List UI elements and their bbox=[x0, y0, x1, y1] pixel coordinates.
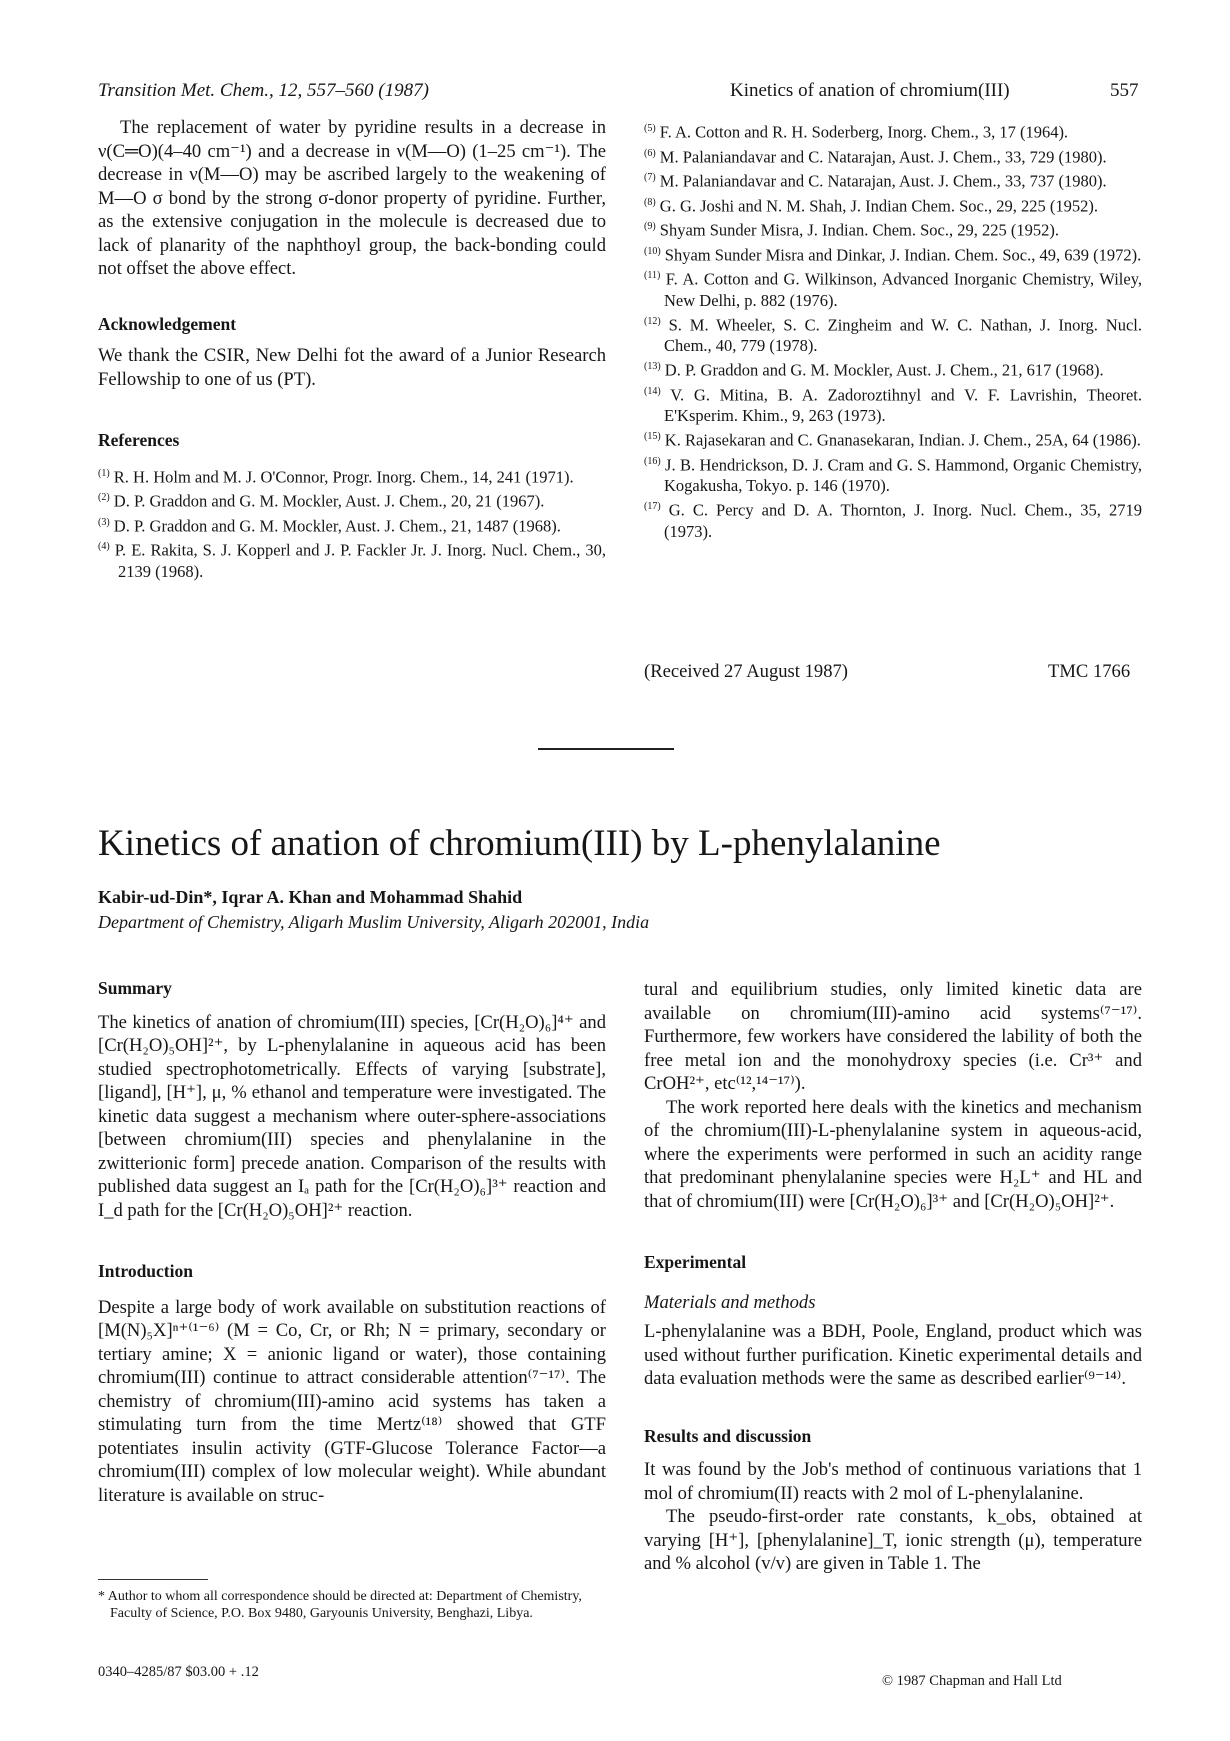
reference-item: $^{(1)}$ R. H. Holm and M. J. O'Connor, Progr. Inorg. Chem., 14, 241 (1971). bbox=[98, 467, 574, 486]
reference-item: $^{(2)}$ D. P. Graddon and G. M. Mockler, Aust. J. Chem., 20, 21 (1967). bbox=[98, 491, 545, 511]
acknowledgement-text: We thank the CSIR, New Delhi fot the award of a Junior Research Fellowship to one of us (PT). bbox=[98, 345, 606, 390]
reference-item: $^{(17)}$ G. C. Percy and D. A. Thornton, J. Inorg. Nucl. Chem., 35, 2719 (1973). bbox=[644, 500, 1142, 541]
reference-item: $^{(8)}$ G. G. Joshi and N. M. Shah, J. Indian Chem. Soc., 29, 225 (1952). bbox=[644, 196, 1098, 215]
references-heading: References bbox=[98, 430, 180, 450]
article-separator bbox=[538, 748, 674, 750]
article-left-column bbox=[98, 977, 606, 1507]
tmc-code: TMC 1766 bbox=[1048, 661, 1131, 682]
introduction-heading: Introduction bbox=[98, 1261, 193, 1281]
references-list-right bbox=[644, 118, 1142, 542]
footnote-rule bbox=[98, 1579, 208, 1580]
copyright-line: © 1987 Chapman and Hall Ltd bbox=[882, 1673, 1062, 1689]
references-list-left bbox=[98, 463, 606, 582]
article-affiliation: Department of Chemistry, Aligarh Muslim University, Aligarh 202001, India bbox=[98, 912, 650, 932]
materials-text: L-phenylalanine was a BDH, Poole, England, product which was used without further purification. Kinetic experimental details and data evaluation methods were the same as described earlier⁽⁹⁻¹⁴⁾. bbox=[644, 1321, 1142, 1389]
running-title: Kinetics of anation of chromium(III) bbox=[730, 80, 1010, 101]
results-paragraph-1: It was found by the Job's method of continuous variations that 1 mol of chromium(II) reacts with 2 mol of L-phenylalanine. bbox=[644, 1459, 1142, 1504]
author-footnote: * Author to whom all correspondence should be directed at: Department of Chemistry, Faculty of Science, P.O. Box 9480, Garyounis University, Benghazi, Libya. bbox=[98, 1589, 582, 1621]
results-heading: Results and discussion bbox=[644, 1425, 812, 1446]
article-right-column bbox=[644, 978, 1142, 1576]
issn-line: 0340–4285/87 $03.00 + .12 bbox=[98, 1664, 259, 1680]
reference-item: $^{(7)}$ M. Palaniandavar and C. Natarajan, Aust. J. Chem., 33, 737 (1980). bbox=[644, 171, 1107, 191]
summary-heading: Summary bbox=[98, 978, 172, 998]
introduction-text: Despite a large body of work available on substitution reactions of [M(N)₅X]ⁿ⁺⁽¹⁻⁶⁾ (M = Co, Cr, or Rh; N = primary, secondary or tertiary amine; X = anionic ligand or water), those containing chromium(III) continue to attract considerable attention⁽⁷⁻¹⁷⁾. The chemistry of chromium(III)-amino acid systems has taken a stimulating turn from the time Mertz⁽¹⁸⁾ showed that GTF potentiates insulin activity (GTF-Glucose Tolerance Factor—a chromium(III) complex of low molecular weight). While abundant literature is available on struc- bbox=[98, 1296, 606, 1506]
results-paragraph-2: The pseudo-first-order rate constants, k_obs, obtained at varying [H⁺], [phenylalanine]_T, ionic strength (μ), temperature and % alcohol (v/v) are given in Table 1. The bbox=[644, 1506, 1142, 1574]
reference-item: $^{(16)}$ J. B. Hendrickson, D. J. Cram and G. S. Hammond, Organic Chemistry, Kogakusha, Tokyo. p. 146 (1970). bbox=[644, 455, 1143, 495]
reference-item: $^{(9)}$ Shyam Sunder Misra, J. Indian. Chem. Soc., 29, 225 (1952). bbox=[644, 220, 1059, 240]
reference-item: $^{(13)}$ D. P. Graddon and G. M. Mockler, Aust. J. Chem., 21, 617 (1968). bbox=[644, 360, 1104, 380]
journal-citation: Transition Met. Chem., 12, 557–560 (1987) bbox=[98, 80, 429, 101]
article-title: Kinetics of anation of chromium(III) by L-phenylalanine bbox=[98, 823, 941, 864]
reference-item: $^{(15)}$ K. Rajasekaran and C. Gnanasekaran, Indian. J. Chem., 25A, 64 (1986). bbox=[644, 430, 1141, 450]
intro-continued: tural and equilibrium studies, only limited kinetic data are available on chromium(III)-amino acid systems⁽⁷⁻¹⁷⁾. Furthermore, few workers have considered the lability of both the free metal ion and the monohydroxy species (i.e. Cr³⁺ and CrOH²⁺, etc⁽¹²,¹⁴⁻¹⁷⁾). bbox=[644, 979, 1142, 1094]
reference-item: $^{(6)}$ M. Palaniandavar and C. Natarajan, Aust. J. Chem., 33, 729 (1980). bbox=[644, 147, 1107, 166]
experimental-heading: Experimental bbox=[644, 1252, 747, 1272]
prev-article-left-column bbox=[98, 116, 606, 582]
reference-item: $^{(11)}$ F. A. Cotton and G. Wilkinson, Advanced Inorganic Chemistry, Wiley, New Delhi, p. 882 (1976). bbox=[644, 269, 1143, 310]
materials-heading: Materials and methods bbox=[644, 1291, 816, 1313]
reference-item: $^{(5)}$ F. A. Cotton and R. H. Soderberg, Inorg. Chem., 3, 17 (1964). bbox=[644, 122, 1069, 142]
received-date: (Received 27 August 1987) bbox=[644, 661, 848, 682]
acknowledgement-heading: Acknowledgement bbox=[98, 313, 237, 334]
summary-text: The kinetics of anation of chromium(III) species, [Cr(H₂O)₆]⁴⁺ and [Cr(H₂O)₅OH]²⁺, by L-phenylalanine in aqueous acid has been studied spectrophotometrically. Effects of varying [substrate], [ligand], [H⁺], μ, % ethanol and temperature were investigated. The kinetic data suggest a mechanism where outer-sphere-associations [between chromium(III) species and phenylalanine in the zwitterionic form] precede anation. Comparison of the results with published data suggest an Iₐ path for the [Cr(H₂O)₆]³⁺ reaction and I_d path for the [Cr(H₂O)₅OH]²⁺ reaction. bbox=[98, 1011, 606, 1221]
reference-item: $^{(12)}$ S. M. Wheeler, S. C. Zingheim and W. C. Nathan, J. Inorg. Nucl. Chem., 40, 779 (1978). bbox=[644, 315, 1142, 355]
reference-item: $^{(10)}$ Shyam Sunder Misra and Dinkar, J. Indian. Chem. Soc., 49, 639 (1972). bbox=[644, 245, 1142, 264]
prev-article-paragraph: The replacement of water by pyridine results in a decrease in ν(C═O)(4–40 cm⁻¹) and a decrease in ν(M—O) (1–25 cm⁻¹). The decrease in ν(M—O) may be ascribed largely to the weakening of M—O σ bond by the strong σ-donor property of pyridine. Further, as the extensive conjugation in the molecule is decreased due to lack of planarity of the naphthoyl group, the back-bonding could not offset the above effect. bbox=[98, 117, 606, 279]
article-authors: Kabir-ud-Din*, Iqrar A. Khan and Mohammad Shahid bbox=[98, 887, 523, 907]
intro-paragraph-2: The work reported here deals with the kinetics and mechanism of the chromium(III)-L-phenylalanine system in aqueous-acid, where the experiments were performed in such an acidity range that predominant phenylalanine species were H₂L⁺ and HL and that of chromium(III) were [Cr(H₂O)₆]³⁺ and [Cr(H₂O)₅OH]²⁺. bbox=[644, 1096, 1142, 1212]
reference-item: $^{(14)}$ V. G. Mitina, B. A. Zadoroztihnyl and V. F. Lavrishin, Theoret. E'Ksperim. Khim., 9, 263 (1973). bbox=[644, 385, 1142, 425]
page-number: 557 bbox=[1110, 80, 1139, 101]
reference-item: $^{(3)}$ D. P. Graddon and G. M. Mockler, Aust. J. Chem., 21, 1487 (1968). bbox=[98, 516, 561, 535]
reference-item: $^{(4)}$ P. E. Rakita, S. J. Kopperl and J. P. Fackler Jr. J. Inorg. Nucl. Chem., 30, 2139 (1968). bbox=[98, 540, 606, 581]
